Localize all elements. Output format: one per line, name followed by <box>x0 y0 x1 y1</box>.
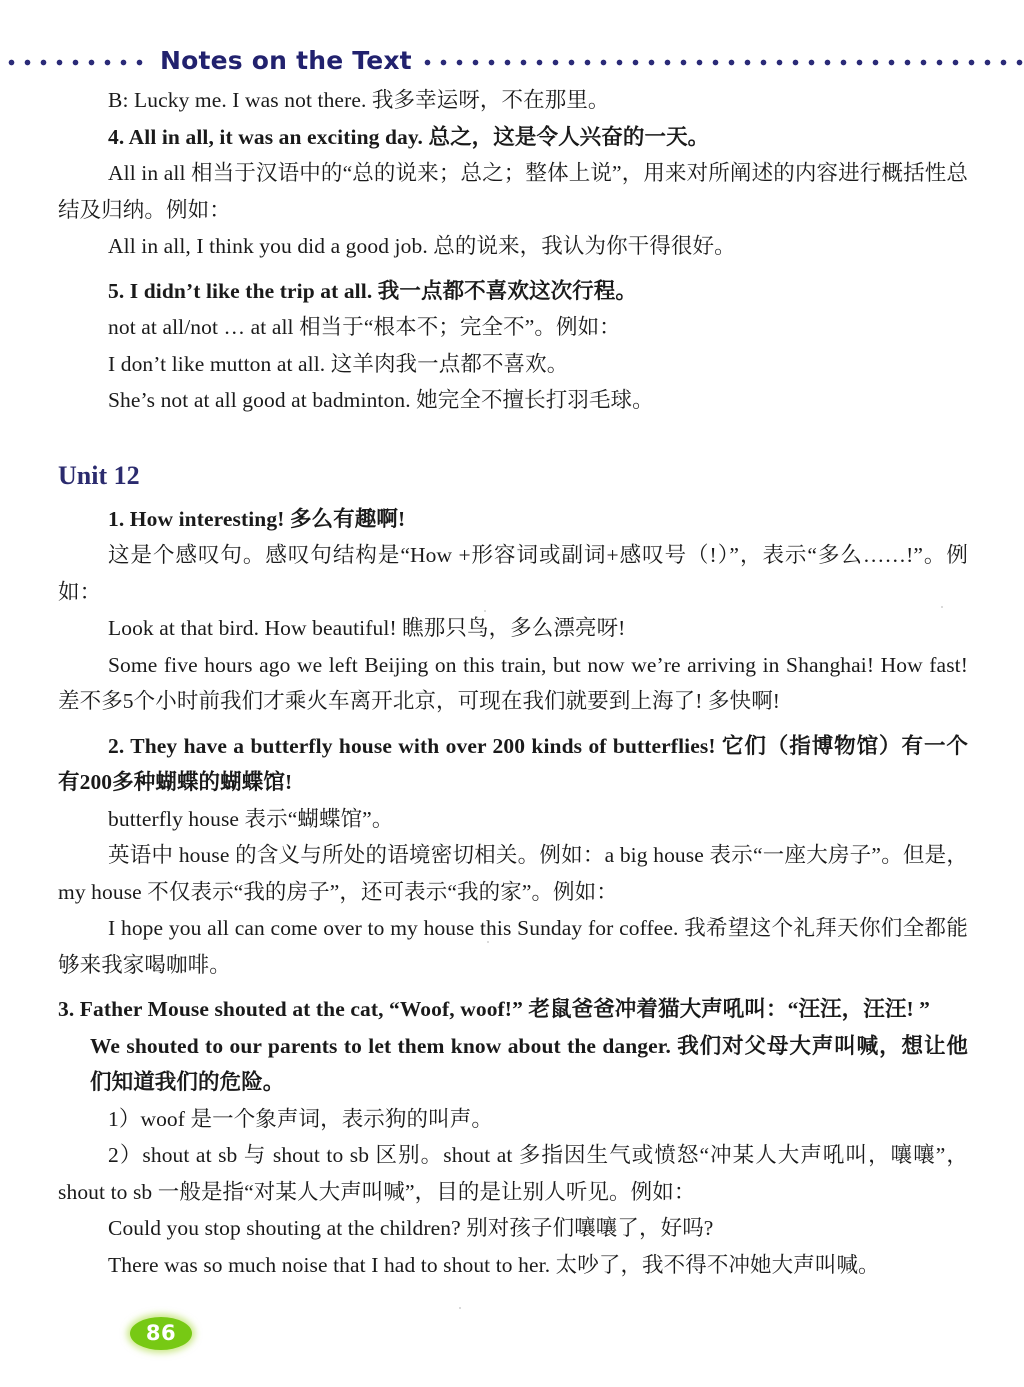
unit12-item-1-example-1: Look at that bird. How beautiful! 瞧那只鸟，多么漂亮呀! <box>108 616 626 640</box>
dialogue-line-b: B: Lucky me. I was not there. 我多幸运呀，不在那里。 <box>108 88 610 112</box>
unit12-item-3-example-2: There was so much noise that I had to shout to her. 太吵了，我不得不冲她大声叫喊。 <box>108 1252 880 1277</box>
unit12-item-3-example-1: Could you stop shouting at the children? 别对孩子们嚷嚷了，好吗? <box>108 1216 714 1240</box>
scan-speckle <box>941 606 943 608</box>
note-item-5-explanation: not at all/not … at all 相当于“根本不；完全不”。例如： <box>108 315 621 339</box>
section-spacer <box>58 419 968 459</box>
note-item-5-example-1: I don’t like mutton at all. 这羊肉我一点都不喜欢。 <box>108 351 569 376</box>
unit12-item-2-example: I hope you all can come over to my house this Sunday for coffee. 我希望这个礼拜天你们全都能够来我家喝咖啡。 <box>58 916 968 977</box>
paragraph-spacer <box>58 493 968 501</box>
page-number-text: 86 <box>145 1321 177 1345</box>
note-item-5-example-2: She’s not at all good at badminton. 她完全不擅长打羽毛球。 <box>108 388 654 412</box>
paragraph-spacer <box>58 265 968 273</box>
unit12-item-2-explanation-2: 英语中 house 的含义与所处的语境密切相关。例如：a big house 表示“一座大房子”。但是，my house 不仅表示“我的房子”，还可表示“我的家”。例如： <box>58 843 968 904</box>
dotted-rule-left-icon <box>8 59 148 66</box>
paragraph-spacer <box>58 720 968 728</box>
unit12-item-2-heading: 2. They have a butterfly house with over 200 kinds of butterflies! 它们（指博物馆）有一个有200多种蝴蝶的蝴蝶馆! <box>58 733 968 794</box>
unit12-item-3-heading-secondary: We shouted to our parents to let them know about the danger. 我们对父母大声叫喊，想让他们知道我们的危险。 <box>90 1033 968 1094</box>
unit12-item-1-example-2: Some five hours ago we left Beijing on this train, but now we’re arriving in Shanghai! How fast! 差不多5个小时前我们才乘火车离开北京，可现在我们就要到上海了! 多快啊! <box>58 652 968 713</box>
scan-speckle <box>459 1307 461 1309</box>
note-item-4-example: All in all, I think you did a good job. 总的说来，我认为你干得很好。 <box>108 234 736 258</box>
page-content <box>58 82 968 1283</box>
unit12-item-3-heading: 3. Father Mouse shouted at the cat, “Woof, woof!” 老鼠爸爸冲着猫大声吼叫：“汪汪，汪汪! ” <box>58 997 931 1021</box>
unit12-item-3-note-1: 1）woof 是一个象声词，表示狗的叫声。 <box>108 1106 493 1131</box>
page-number-badge <box>130 1317 192 1350</box>
note-item-4-heading: 4. All in all, it was an exciting day. 总之，这是令人兴奋的一天。 <box>108 124 710 149</box>
note-item-4-explanation: All in all 相当于汉语中的“总的说来；总之；整体上说”，用来对所阐述的内容进行概括性总结及归纳。例如： <box>58 161 968 222</box>
scan-speckle <box>487 941 489 943</box>
note-item-5-heading: 5. I didn’t like the trip at all. 我一点都不喜欢这次行程。 <box>108 278 637 303</box>
page-title: Notes on the Text <box>160 45 412 75</box>
scan-speckle <box>484 610 486 612</box>
unit12-item-2-explanation-1: butterfly house 表示“蝴蝶馆”。 <box>108 806 394 831</box>
unit12-item-1-explanation: 这是个感叹句。感叹句结构是“How +形容词或副词+感叹号（!）”，表示“多么……!”。例如： <box>58 543 968 604</box>
page-header <box>0 40 1024 80</box>
dotted-rule-right-icon <box>424 59 1024 66</box>
unit12-item-3-note-2: 2）shout at sb 与 shout to sb 区别。shout at 多指因生气或愤怒“冲某人大声吼叫，嚷嚷”，shout to sb 一般是指“对某人大声叫喊”，目的是让别人听见。例如： <box>58 1143 968 1204</box>
paragraph-spacer <box>58 983 968 991</box>
unit-12-heading: Unit 12 <box>58 460 140 490</box>
unit12-item-1-heading: 1. How interesting! 多么有趣啊! <box>108 506 406 531</box>
